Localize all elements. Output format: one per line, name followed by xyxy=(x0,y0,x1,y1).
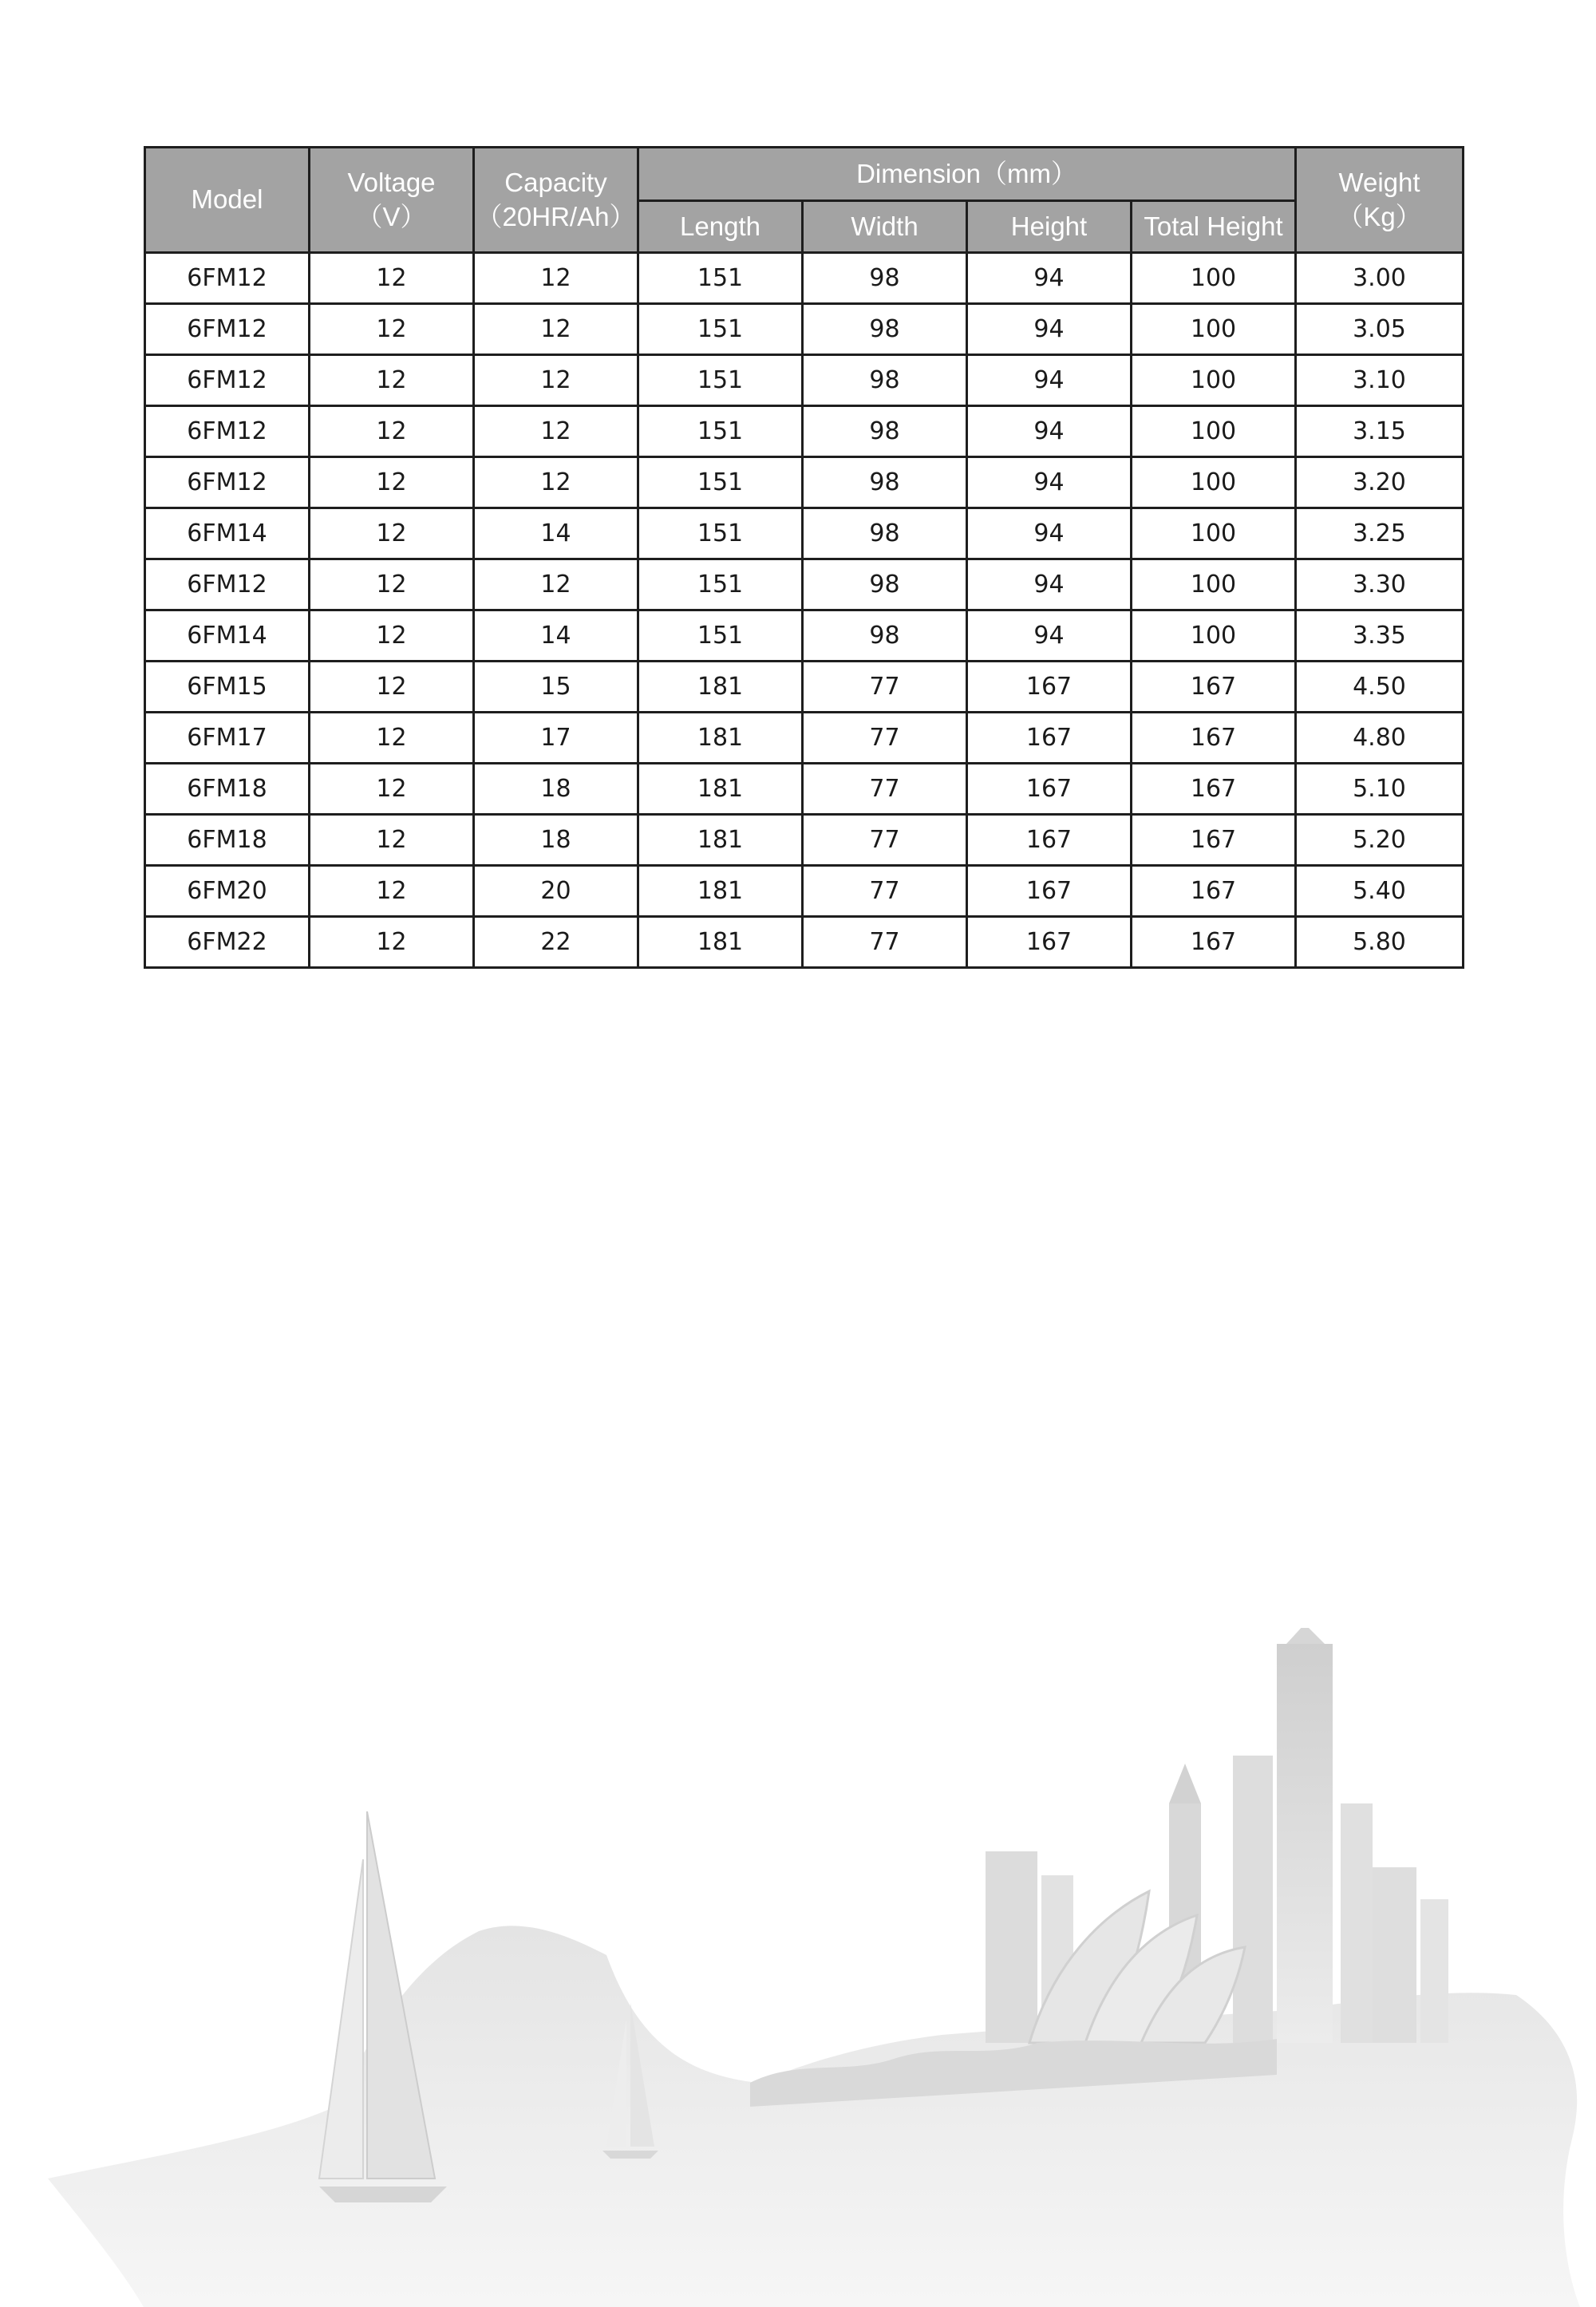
cell-voltage: 12 xyxy=(310,406,474,457)
cell-total-height: 100 xyxy=(1132,610,1296,662)
header-voltage xyxy=(310,148,474,253)
cell-length: 181 xyxy=(638,917,803,968)
header-voltage-label: Voltage xyxy=(347,167,436,197)
cell-model: 6FM12 xyxy=(145,355,310,406)
cell-width: 98 xyxy=(803,610,967,662)
cell-capacity: 12 xyxy=(474,304,638,355)
header-dimension: Dimension（mm） xyxy=(638,148,1296,201)
header-total-height: Total Height xyxy=(1132,201,1296,253)
header-weight-label: Weight xyxy=(1338,167,1420,197)
cell-height: 94 xyxy=(967,355,1132,406)
table-row xyxy=(145,457,1464,508)
cell-length: 181 xyxy=(638,764,803,815)
table-row xyxy=(145,559,1464,610)
cell-width: 98 xyxy=(803,355,967,406)
cell-model: 6FM18 xyxy=(145,764,310,815)
cell-height: 167 xyxy=(967,815,1132,866)
cell-height: 94 xyxy=(967,559,1132,610)
cell-height: 94 xyxy=(967,253,1132,304)
cell-length: 151 xyxy=(638,457,803,508)
cell-voltage: 12 xyxy=(310,253,474,304)
cell-length: 151 xyxy=(638,508,803,559)
cell-width: 77 xyxy=(803,713,967,764)
cell-width: 98 xyxy=(803,406,967,457)
cell-weight: 4.80 xyxy=(1296,713,1464,764)
city-skyline-watermark xyxy=(0,1628,1596,2307)
cell-total-height: 167 xyxy=(1132,917,1296,968)
cell-length: 181 xyxy=(638,866,803,917)
header-voltage-unit: （V） xyxy=(356,201,427,231)
header-weight-unit: （Kg） xyxy=(1337,201,1422,231)
cell-capacity: 12 xyxy=(474,253,638,304)
cell-capacity: 20 xyxy=(474,866,638,917)
cell-voltage: 12 xyxy=(310,559,474,610)
cell-model: 6FM15 xyxy=(145,662,310,713)
battery-spec-table xyxy=(144,146,1464,969)
cell-width: 77 xyxy=(803,866,967,917)
cell-height: 94 xyxy=(967,610,1132,662)
cell-length: 151 xyxy=(638,355,803,406)
table-row xyxy=(145,815,1464,866)
cell-model: 6FM12 xyxy=(145,253,310,304)
cell-length: 181 xyxy=(638,815,803,866)
cell-length: 181 xyxy=(638,713,803,764)
cell-width: 77 xyxy=(803,764,967,815)
table-row xyxy=(145,355,1464,406)
cell-width: 98 xyxy=(803,457,967,508)
cell-model: 6FM18 xyxy=(145,815,310,866)
cell-width: 98 xyxy=(803,253,967,304)
cell-capacity: 17 xyxy=(474,713,638,764)
cell-total-height: 100 xyxy=(1132,304,1296,355)
header-weight xyxy=(1296,148,1464,253)
cell-voltage: 12 xyxy=(310,610,474,662)
cell-total-height: 100 xyxy=(1132,406,1296,457)
cell-weight: 3.15 xyxy=(1296,406,1464,457)
table-row xyxy=(145,610,1464,662)
cell-capacity: 18 xyxy=(474,815,638,866)
cell-voltage: 12 xyxy=(310,508,474,559)
header-length: Length xyxy=(638,201,803,253)
cell-weight: 5.10 xyxy=(1296,764,1464,815)
cell-model: 6FM12 xyxy=(145,406,310,457)
cell-weight: 3.10 xyxy=(1296,355,1464,406)
cell-voltage: 12 xyxy=(310,713,474,764)
table-row xyxy=(145,866,1464,917)
cell-weight: 3.35 xyxy=(1296,610,1464,662)
cell-length: 151 xyxy=(638,610,803,662)
cell-height: 167 xyxy=(967,713,1132,764)
cell-total-height: 100 xyxy=(1132,508,1296,559)
cell-capacity: 15 xyxy=(474,662,638,713)
cell-voltage: 12 xyxy=(310,815,474,866)
cell-length: 151 xyxy=(638,406,803,457)
table-row xyxy=(145,508,1464,559)
cell-model: 6FM14 xyxy=(145,610,310,662)
table-row xyxy=(145,304,1464,355)
cell-total-height: 100 xyxy=(1132,559,1296,610)
cell-weight: 5.80 xyxy=(1296,917,1464,968)
table-row xyxy=(145,713,1464,764)
cell-width: 77 xyxy=(803,662,967,713)
cell-width: 77 xyxy=(803,815,967,866)
cell-height: 94 xyxy=(967,508,1132,559)
header-capacity xyxy=(474,148,638,253)
cell-voltage: 12 xyxy=(310,866,474,917)
cell-capacity: 22 xyxy=(474,917,638,968)
cell-total-height: 167 xyxy=(1132,764,1296,815)
cell-voltage: 12 xyxy=(310,917,474,968)
cell-weight: 4.50 xyxy=(1296,662,1464,713)
cell-weight: 5.40 xyxy=(1296,866,1464,917)
header-capacity-label: Capacity xyxy=(504,167,607,197)
cell-weight: 3.05 xyxy=(1296,304,1464,355)
header-width: Width xyxy=(803,201,967,253)
cell-model: 6FM20 xyxy=(145,866,310,917)
cell-capacity: 14 xyxy=(474,508,638,559)
table-row xyxy=(145,917,1464,968)
cell-voltage: 12 xyxy=(310,764,474,815)
cell-weight: 3.30 xyxy=(1296,559,1464,610)
header-model: Model xyxy=(145,148,310,253)
table-row xyxy=(145,662,1464,713)
cell-capacity: 12 xyxy=(474,355,638,406)
cell-length: 181 xyxy=(638,662,803,713)
cell-weight: 3.00 xyxy=(1296,253,1464,304)
table-row xyxy=(145,253,1464,304)
cell-capacity: 12 xyxy=(474,406,638,457)
cell-total-height: 167 xyxy=(1132,713,1296,764)
cell-model: 6FM12 xyxy=(145,304,310,355)
cell-model: 6FM12 xyxy=(145,457,310,508)
cell-total-height: 100 xyxy=(1132,457,1296,508)
cell-capacity: 14 xyxy=(474,610,638,662)
cell-total-height: 167 xyxy=(1132,815,1296,866)
cell-total-height: 167 xyxy=(1132,866,1296,917)
cell-capacity: 12 xyxy=(474,457,638,508)
cell-total-height: 100 xyxy=(1132,355,1296,406)
header-capacity-unit: （20HR/Ah） xyxy=(476,201,636,231)
cell-weight: 5.20 xyxy=(1296,815,1464,866)
cell-width: 77 xyxy=(803,917,967,968)
cell-width: 98 xyxy=(803,508,967,559)
cell-voltage: 12 xyxy=(310,304,474,355)
cell-height: 94 xyxy=(967,457,1132,508)
cell-voltage: 12 xyxy=(310,355,474,406)
cell-voltage: 12 xyxy=(310,662,474,713)
cell-weight: 3.25 xyxy=(1296,508,1464,559)
table-row xyxy=(145,764,1464,815)
cell-height: 167 xyxy=(967,917,1132,968)
cell-width: 98 xyxy=(803,304,967,355)
cell-height: 94 xyxy=(967,304,1132,355)
cell-model: 6FM14 xyxy=(145,508,310,559)
cell-width: 98 xyxy=(803,559,967,610)
cell-length: 151 xyxy=(638,253,803,304)
cell-capacity: 18 xyxy=(474,764,638,815)
cell-height: 167 xyxy=(967,764,1132,815)
cell-height: 94 xyxy=(967,406,1132,457)
cell-height: 167 xyxy=(967,662,1132,713)
cell-weight: 3.20 xyxy=(1296,457,1464,508)
table-row xyxy=(145,406,1464,457)
table-body xyxy=(145,253,1464,968)
cell-model: 6FM12 xyxy=(145,559,310,610)
cell-model: 6FM17 xyxy=(145,713,310,764)
cell-length: 151 xyxy=(638,304,803,355)
cell-voltage: 12 xyxy=(310,457,474,508)
header-height: Height xyxy=(967,201,1132,253)
cell-height: 167 xyxy=(967,866,1132,917)
cell-model: 6FM22 xyxy=(145,917,310,968)
cell-capacity: 12 xyxy=(474,559,638,610)
cell-total-height: 100 xyxy=(1132,253,1296,304)
cell-length: 151 xyxy=(638,559,803,610)
cell-total-height: 167 xyxy=(1132,662,1296,713)
